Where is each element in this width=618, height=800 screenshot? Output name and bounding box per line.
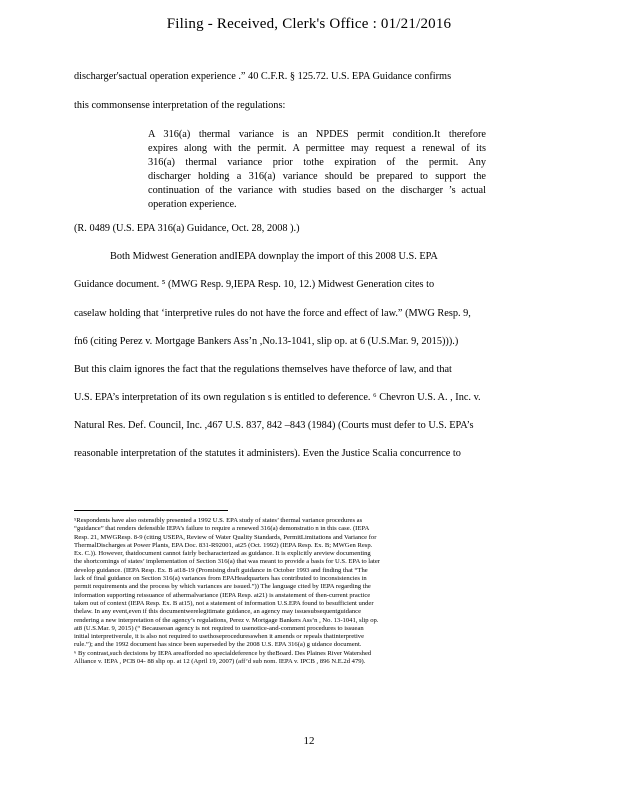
footnote-line: ⁵Respondents have also ostensibly presented a 1992 U.S. EPA study of states’ thermal variance procedures as [74, 517, 363, 524]
quote-line: discharger holding a 316(a) variance should be prepared to support the [148, 171, 486, 182]
body-line: this commonsense interpretation of the regulations: [74, 100, 286, 111]
footnote-line: “guidance” that renders defensible IEPA’s failure to require a renewed 316(a) demonstratio n in this case. (IEPA [74, 525, 370, 533]
footnote-line: information supporting reissuance of athermalvariance (IEPA Resp. at21) is anstatement of then-current practice [74, 591, 371, 599]
footnote-line: lack of final guidance on Section 316(a) variances from EPAHeadquarters has contributed to inconsistencies in [74, 575, 367, 583]
footnote-line: ThermalDischarges at Power Plants, EPA Doc. 831-R92001, at25 (Oct. 1992) (IEPA Resp. Ex. B; MWGen Resp. [74, 541, 373, 549]
footnote-line: ⁶ By contrast,such decisions by IEPA areafforded no specialdeference by theBoard. Des Plaines River Watershed [74, 649, 372, 657]
paragraph-line: Natural Res. Def. Council, Inc. ,467 U.S. 837, 842 –843 (1984) (Courts must defer to U.S. EPA’s [74, 420, 474, 431]
footnote-line: develop guidance. (IEPA Resp. Ex. B at18-19 (Promising draft guidance in October 1993 and finding that “The [74, 566, 368, 574]
footnote-line: rule.”); and the 1992 document has since been superseded by the 2008 U.S. EPA 316(a) g uidance document. [74, 641, 362, 649]
quote-line: A 316(a) thermal variance is an NPDES permit condition.It therefore [148, 129, 486, 140]
paragraph-line: reasonable interpretation of the statutes it administers). Even the Justice Scalia concurrence to [74, 448, 461, 459]
quote-line: expires along with the permit. A permittee may request a renewal of its [148, 143, 486, 154]
footnote-line: the shortcomings of states’ implementation of Section 316(a) that was meant to provide a basis for U.S. EPA to later [74, 558, 380, 566]
footnote-line: initial interpretiverule, it is also not required to usethoseproceduresswhen it amends or repeals thatinterpretive [74, 633, 365, 641]
page-number: 12 [303, 735, 315, 747]
footnote-line: thelaw. In any event,even if this documentwerelegitimate guidance, an agency may issuesubsequentguidance [74, 608, 362, 616]
quote-line: continuation of the variance with studies based on the discharger ’s actual [148, 185, 486, 196]
footnote-line: at8 (U.S.Mar. 9, 2015) (“ Becauseoan agency is not required to usenotice-and-comment procedures to issuean [74, 624, 364, 632]
paragraph-line: Guidance document. ⁵ (MWG Resp. 9,IEPA Resp. 10, 12.) Midwest Generation cites to [74, 279, 435, 290]
filing-stamp-header: Filing - Received, Clerk's Office : 01/21/2016 [166, 16, 452, 32]
paragraph-line: U.S. EPA’s interpretation of its own regulation s is entitled to deference. ⁶ Chevron U.S. A. , Inc. v. [74, 392, 481, 403]
footnote-line: Ex. C.)). However, thatdocument cannot fairly becharacterized as guidance. It is explicitly areview documenting [74, 550, 371, 558]
footnote-line: Resp. 21, MWGResp. 8-9 (citing USEPA, Review of Water Quality Standards, PermitLimitations and Variance for [74, 533, 377, 541]
paragraph-line: But this claim ignores the fact that the regulations themselves have theforce of law, and that [74, 364, 452, 375]
paragraph-line: fn6 (citing Perez v. Mortgage Bankers Ass’n ,No.13-1041, slip op. at 6 (U.S.Mar. 9, 2015))).) [74, 336, 459, 347]
footnote-line: Alliance v. IEPA , PCB 04- 88 slip op. at 12 (April 19, 2007) (aff’d sub nom. IEPA v. IPCB , 896 N.E.2d 479). [74, 658, 366, 666]
footnote-divider [74, 510, 228, 511]
footnote-line: taken out of context (IEPA Resp. Ex. B at15), not a statement of information U.S.EPA found to besufficient under [74, 599, 374, 607]
citation-line: (R. 0489 (U.S. EPA 316(a) Guidance, Oct. 28, 2008 ).) [74, 223, 300, 234]
body-line: discharger'sactual operation experience .” 40 C.F.R. § 125.72. U.S. EPA Guidance confirms [74, 71, 452, 82]
quote-line: operation experience. [148, 199, 237, 210]
paragraph-line: caselaw holding that ‘interpretive rules do not have the force and effect of law.” (MWG Resp. 9, [74, 308, 471, 319]
footnotes [74, 517, 544, 666]
paragraph-line: Both Midwest Generation andIEPA downplay the import of this 2008 U.S. EPA [110, 251, 438, 262]
block-quote [148, 128, 486, 212]
footnote-line: permit requirements and the process by which variances are issued.”)) The language cited by IEPA regarding the [74, 583, 371, 591]
quote-line: 316(a) thermal variance prior tothe expiration of the permit. Any [148, 157, 486, 168]
footnote-line: rendering a new interpretation of the agency’s regulations, Perez v. Mortgage Bankers Ass’n , No. 13-1041, slip op. [74, 616, 379, 624]
